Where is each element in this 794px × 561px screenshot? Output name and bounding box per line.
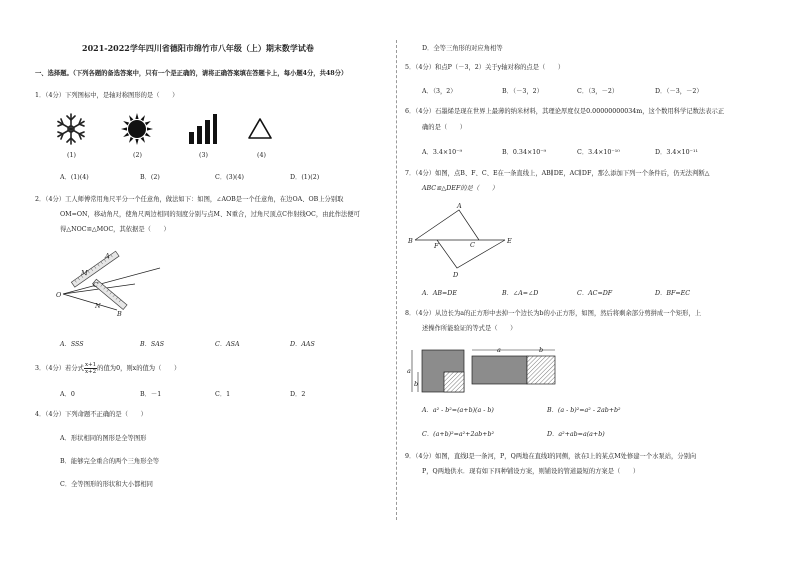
q1-label-1: (1) [67,152,76,159]
signal-bars-icon [187,112,217,146]
q6-line-1: 6．（4分）石墨烯是现在世界上最薄的纳米材料，其理论厚度仅是0.00000000034m，这个数用科学记数法表示正 [405,108,725,115]
q3-option-d[interactable]: D．2 [290,391,306,398]
q2-line-1: 2．（4分）工人师傅常用角尺平分一个任意角，做法如下：如图，∠AOB是一个任意角，在边OA、OB上分别取 [35,196,344,203]
q4-option-d[interactable]: D．全等三角形的对应角相等 [422,45,503,52]
q6-option-a[interactable]: A．3.4×10⁻⁹ [422,149,462,156]
q2-label-c: C [93,281,98,289]
q7-option-b[interactable]: B．∠A=∠D [502,290,539,297]
q7-label-b: B [408,237,413,245]
q3-option-c[interactable]: C．1 [215,391,231,398]
q8-option-a[interactable]: A．a² - b²=(a+b)(a - b) [422,407,494,414]
triangle-icon [247,116,273,142]
q9-line-1: 9．（4分）如图，直线l是一条河，P，Q两地在直线l的同侧，欲在l上的某点M处修建一个水泵站，分别向 [405,453,697,460]
q4-stem: 4．（4分）下列命题不正确的是（ ） [35,411,147,418]
q2-line-2: OM=ON，移动角尺，使角尺两边相同的刻度分别与点M、N重合，过角尺顶点C作射线OC，由此作法便可 [60,211,360,218]
right-column [397,0,794,561]
q2-option-c[interactable]: C．ASA [215,341,240,348]
q2-option-b[interactable]: B．SAS [140,341,165,348]
q8-option-d[interactable]: D．a²+ab=a(a+b) [547,431,605,438]
q5-option-c[interactable]: C．（3，－2） [577,88,619,95]
q3-stem-post: 的值为0，则x的值为（ ） [97,365,181,372]
q6-line-2: 确的是（ ） [422,124,467,131]
q5-option-b[interactable]: B．（－3，2） [502,88,543,95]
page-title: 2021-2022学年四川省德阳市绵竹市八年级（上）期末数学试卷 [82,43,314,53]
q4-option-a[interactable]: A．形状相同的图形是全等图形 [60,435,147,442]
sun-icon [120,112,154,146]
q3-fraction-numerator: x+1 [84,362,97,368]
q3-stem-pre: 3．（4分）若分式 [35,365,84,372]
q2-option-a[interactable]: A．SSS [60,341,84,348]
q2-label-a: A [105,252,110,260]
q8-option-b[interactable]: B．(a - b)²=a² - 2ab+b² [547,407,621,414]
q1-option-c[interactable]: C．(3)(4) [215,174,244,181]
q2-label-o: O [56,291,62,299]
angle-bisector-figure [55,246,165,318]
q2-label-n: N [95,302,101,310]
q7-line-2: ABC≌△DEF的是（ ） [422,185,499,192]
q2-label-m: M [81,269,88,277]
q3-stem [35,362,180,375]
q4-option-c[interactable]: C．全等图形的形状和大小都相同 [60,481,153,488]
q7-label-e: E [507,237,512,245]
q1-option-a[interactable]: A．(1)(4) [60,174,89,181]
q6-option-c[interactable]: C．3.4×10⁻¹⁰ [577,149,620,156]
q2-line-3: 得△NOC≌△MOC，其依据是（ ） [60,226,170,233]
q3-fraction [84,362,97,375]
q2-label-b: B [117,310,122,318]
q6-option-d[interactable]: D．3.4×10⁻¹¹ [655,149,699,156]
q8-label-b-top: b [539,346,544,354]
q2-option-d[interactable]: D．AAS [290,341,315,348]
q7-line-1: 7．（4分）如图，点B、F、C、E在一条直线上，AB∥DE，AC∥DF，那么添加下列一个条件后，仍无法判断△ [405,170,710,177]
q8-line-2: 述操作所能验证的等式是（ ） [422,325,517,332]
q1-option-b[interactable]: B．(2) [140,174,160,181]
q6-option-b[interactable]: B．0.34×10⁻⁹ [502,149,547,156]
q1-stem: 1．（4分）下列图标中，是轴对称图形的是（ ） [35,92,179,99]
parallel-triangles-figure [407,200,527,280]
q1-option-d[interactable]: D．(1)(2) [290,174,320,181]
q7-label-d: D [453,271,459,279]
q8-option-c[interactable]: C．(a+b)²=a²+2ab+b² [422,431,495,438]
q7-option-a[interactable]: A．AB=DE [422,290,457,297]
q1-label-4: (4) [257,152,266,159]
q5-stem: 5．（4分）和点P（－3，2）关于y轴对称的点是（ ） [405,64,565,71]
q4-option-b[interactable]: B．能够完全重合的两个三角形全等 [60,458,160,465]
q7-option-c[interactable]: C．AC=DF [577,290,613,297]
q3-fraction-denominator: x+2 [84,369,97,375]
q3-option-b[interactable]: B．－1 [140,391,162,398]
q7-label-a: A [457,202,462,210]
q5-option-a[interactable]: A．（3，2） [422,88,457,95]
q1-label-2: (2) [133,152,142,159]
q9-line-2: P，Q两地供水．现有如下四种铺设方案，则铺设的管道最短的方案是（ ） [422,468,640,475]
q8-label-b-left: b [414,380,419,388]
q7-option-d[interactable]: D．BF=EC [655,290,691,297]
snowflake-icon [55,112,87,146]
q8-label-a-left: a [407,367,411,375]
q8-label-a-top: a [497,346,501,354]
q1-label-3: (3) [199,152,208,159]
q3-option-a[interactable]: A．0 [60,391,75,398]
q5-option-d[interactable]: D．（－3，－2） [655,88,703,95]
q7-label-f: F [434,242,439,250]
square-rectangle-figure [407,342,567,394]
q8-line-1: 8．（4分）从边长为a的正方形中去掉一个边长为b的小正方形，如图，然后将剩余部分剪拼成一个矩形，上 [405,310,702,317]
section-heading: 一、选择题。（下列各题的备选答案中，只有一个是正确的，请将正确答案填在答题卡上，每小题4分，共48分） [35,70,348,77]
q7-label-c: C [470,241,475,249]
